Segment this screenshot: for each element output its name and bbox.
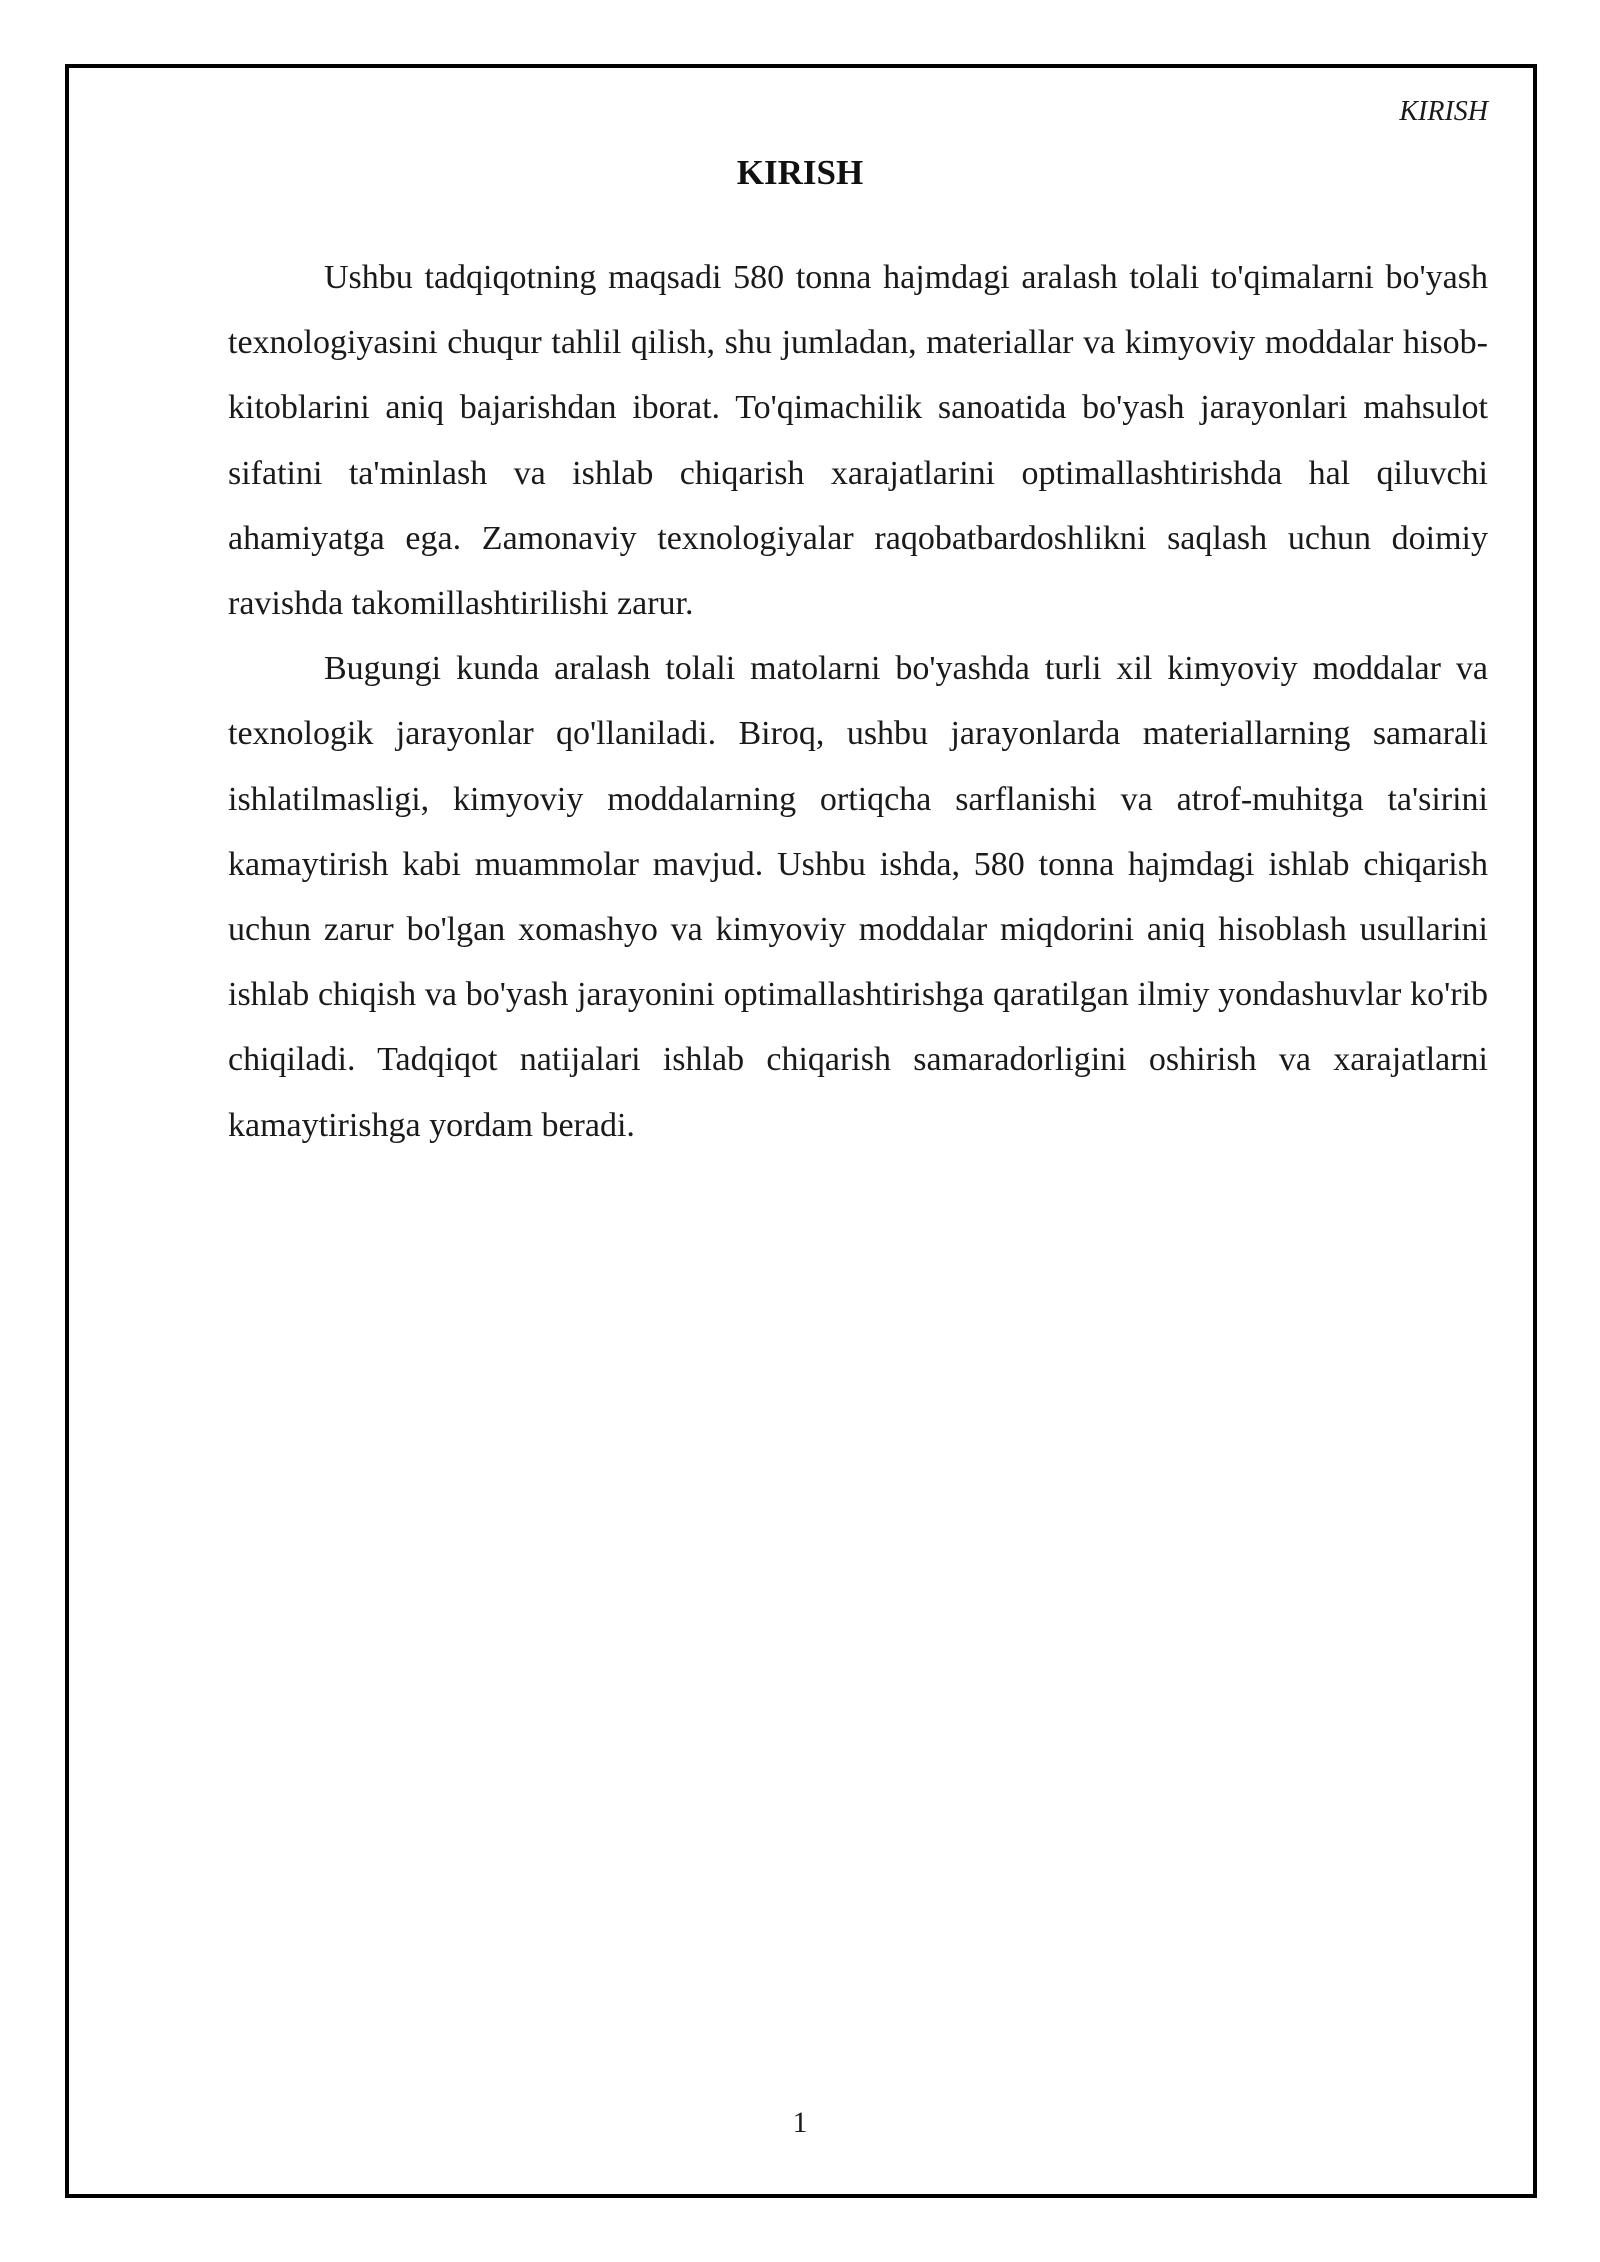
body-text <box>228 245 1488 1158</box>
page-title: KIRISH <box>736 153 864 192</box>
paragraph-2: Bugungi kunda aralash tolali matolarni bo'yashda turli xil kimyoviy moddalar va texnologik jarayonlar qo'llaniladi. Biroq, ushbu jarayonlarda materiallarning samarali ishlatilmasligi, kimyoviy moddalarning ortiqcha sarflanishi va atrof-muhitga ta'sirini kamaytirish kabi muammolar mavjud. Ushbu ishda, 580 tonna hajmdagi ishlab chiqarish uchun zarur bo'lgan xomashyo va kimyoviy moddalar miqdorini aniq hisoblash usullarini ishlab chiqish va bo'yash jarayonini optimallashtirishga qaratilgan ilmiy yondashuvlar ko'rib chiqiladi. Tadqiqot natijalari ishlab chiqarish samaradorligini oshirish va xarajatlarni kamaytirishga yordam beradi. <box>228 650 1488 1144</box>
running-header: KIRISH <box>1399 96 1488 127</box>
page-number: 1 <box>792 2106 808 2139</box>
paragraph-1: Ushbu tadqiqotning maqsadi 580 tonna hajmdagi aralash tolali to'qimalarni bo'yash texnologiyasini chuqur tahlil qilish, shu jumladan, materiallar va kimyoviy moddalar hisob-kitoblarini aniq bajarishdan iborat. To'qimachilik sanoatida bo'yash jarayonlari mahsulot sifatini ta'minlash va ishlab chiqarish xarajatlarini optimallashtirishda hal qiluvchi ahamiyatga ega. Zamonaviy texnologiyalar raqobatbardoshlikni saqlash uchun doimiy ravishda takomillashtirilishi zarur. <box>228 259 1488 623</box>
